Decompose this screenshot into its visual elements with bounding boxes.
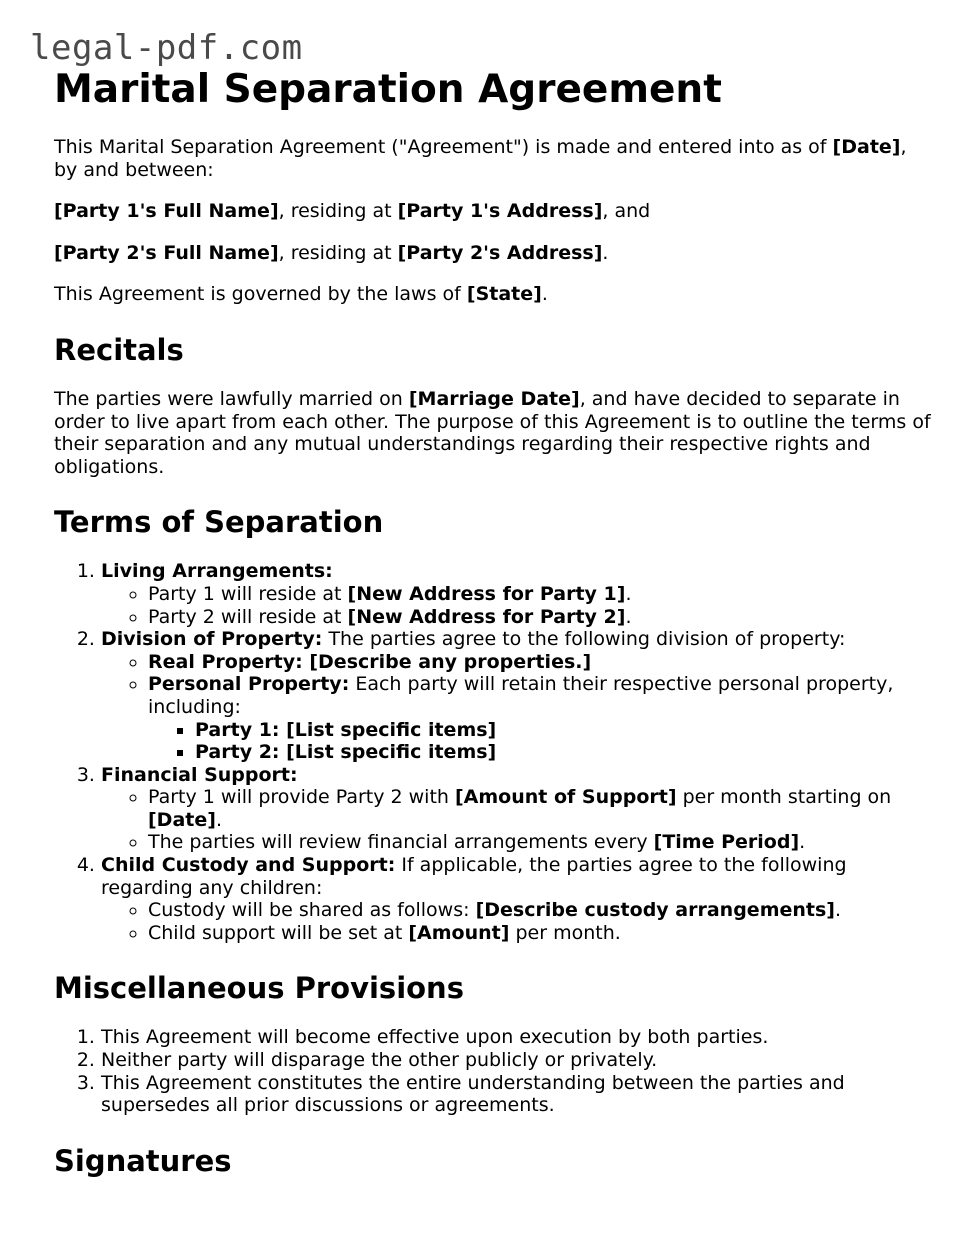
support-mid: per month starting on — [676, 786, 892, 809]
term-child-custody — [101, 854, 934, 944]
misc-list — [54, 1026, 934, 1116]
review-text: The parties will review financial arrangements every — [148, 831, 654, 854]
living-label: Living Arrangements: — [101, 560, 333, 583]
living-party1 — [148, 583, 934, 606]
personal-property — [148, 673, 934, 763]
recitals-text-end: , and have decided to separate in order to live apart from each other. The purpose of this Agreement is to outline the terms of their separation and any mutual understandings regarding their respective rights and obligations. — [54, 387, 931, 478]
review-end: . — [799, 831, 806, 854]
real-property-text: Real Property: [Describe any properties.] — [148, 650, 592, 673]
living-party2 — [148, 606, 934, 629]
governing-state: [State] — [466, 283, 542, 306]
term-division-of-property — [101, 628, 934, 764]
support-text: Party 1 will provide Party 2 with — [148, 786, 455, 809]
child-support-text: Child support will be set at — [148, 921, 409, 944]
misc-heading: Miscellaneous Provisions — [54, 971, 464, 1006]
party1-paragraph — [54, 200, 934, 223]
review-period: [Time Period] — [653, 831, 800, 854]
support-amount: [Amount of Support] — [455, 786, 677, 809]
governing-end: . — [541, 283, 548, 306]
child-support-end: per month. — [509, 921, 621, 944]
intro-text: This Marital Separation Agreement ("Agreement") is made and entered into as of — [54, 136, 833, 158]
party1-end: , and — [602, 200, 651, 223]
terms-heading: Terms of Separation — [54, 505, 384, 540]
misc-item: 3. This Agreement constitutes the entire understanding between the parties and supersedes all prior discussions or agreements. — [101, 1072, 934, 1117]
intro-text-end: , by and between: — [54, 136, 907, 181]
financial-label: Financial Support: — [101, 763, 298, 786]
party1-items — [195, 719, 934, 742]
party2-mid: , residing at — [278, 241, 398, 264]
governing-law-paragraph — [54, 283, 934, 306]
party1-mid: , residing at — [278, 200, 398, 223]
party2-items-text: Party 2: [List specific items] — [195, 741, 497, 764]
support-amount-item — [148, 786, 934, 831]
terms-list — [54, 560, 934, 944]
property-label: Division of Property: — [101, 628, 323, 651]
document-body — [54, 64, 934, 1199]
party1-name: [Party 1's Full Name] — [54, 200, 279, 223]
living-party1-address: [New Address for Party 1] — [347, 582, 626, 605]
living-party2-end: . — [625, 605, 632, 628]
document-title: Marital Separation Agreement — [54, 67, 722, 112]
support-end: . — [215, 808, 222, 831]
child-support-item — [148, 922, 934, 945]
term-living-arrangements — [101, 560, 934, 628]
intro-paragraph — [54, 136, 934, 181]
custody-text: If applicable, the parties agree to the following regarding any children: — [101, 854, 847, 899]
marriage-date-placeholder: [Marriage Date] — [408, 387, 580, 410]
living-party1-text: Party 1 will reside at — [148, 582, 348, 605]
term-financial-support — [101, 764, 934, 854]
living-party2-address: [New Address for Party 2] — [347, 605, 626, 628]
recitals-paragraph — [54, 388, 934, 478]
party2-address: [Party 2's Address] — [397, 241, 603, 264]
review-period-item — [148, 831, 934, 854]
signatures-heading: Signatures — [54, 1143, 232, 1178]
party1-address: [Party 1's Address] — [397, 200, 603, 223]
property-text: The parties agree to the following division of property: — [322, 628, 846, 651]
party2-paragraph — [54, 242, 934, 265]
custody-arrangement-item — [148, 899, 934, 922]
watermark-logo: legal-pdf.com — [30, 28, 303, 68]
recitals-heading: Recitals — [54, 332, 184, 367]
intro-date-placeholder: [Date] — [832, 136, 901, 158]
party1-items-text: Party 1: [List specific items] — [195, 718, 497, 741]
support-date: [Date] — [148, 808, 216, 831]
misc-item: 1. This Agreement will become effective upon execution by both parties. — [101, 1026, 934, 1049]
custody-arrangement-text: Custody will be shared as follows: — [148, 899, 476, 922]
living-party1-end: . — [625, 582, 632, 605]
personal-property-label: Personal Property: — [148, 673, 350, 696]
party2-end: . — [602, 241, 609, 264]
misc-item: 2. Neither party will disparage the other publicly or privately. — [101, 1049, 934, 1072]
personal-property-text: Each party will retain their respective personal property, including: — [148, 673, 894, 718]
governing-text: This Agreement is governed by the laws of — [54, 283, 467, 306]
recitals-text: The parties were lawfully married on — [54, 387, 409, 410]
custody-arrangement-end: . — [834, 899, 842, 922]
party2-name: [Party 2's Full Name] — [54, 241, 279, 264]
living-party2-text: Party 2 will reside at — [148, 605, 348, 628]
custody-label: Child Custody and Support: — [101, 854, 396, 877]
custody-arrangement-desc: [Describe custody arrangements] — [475, 899, 835, 922]
real-property — [148, 651, 934, 674]
party2-items — [195, 741, 934, 764]
child-support-amount: [Amount] — [408, 921, 510, 944]
